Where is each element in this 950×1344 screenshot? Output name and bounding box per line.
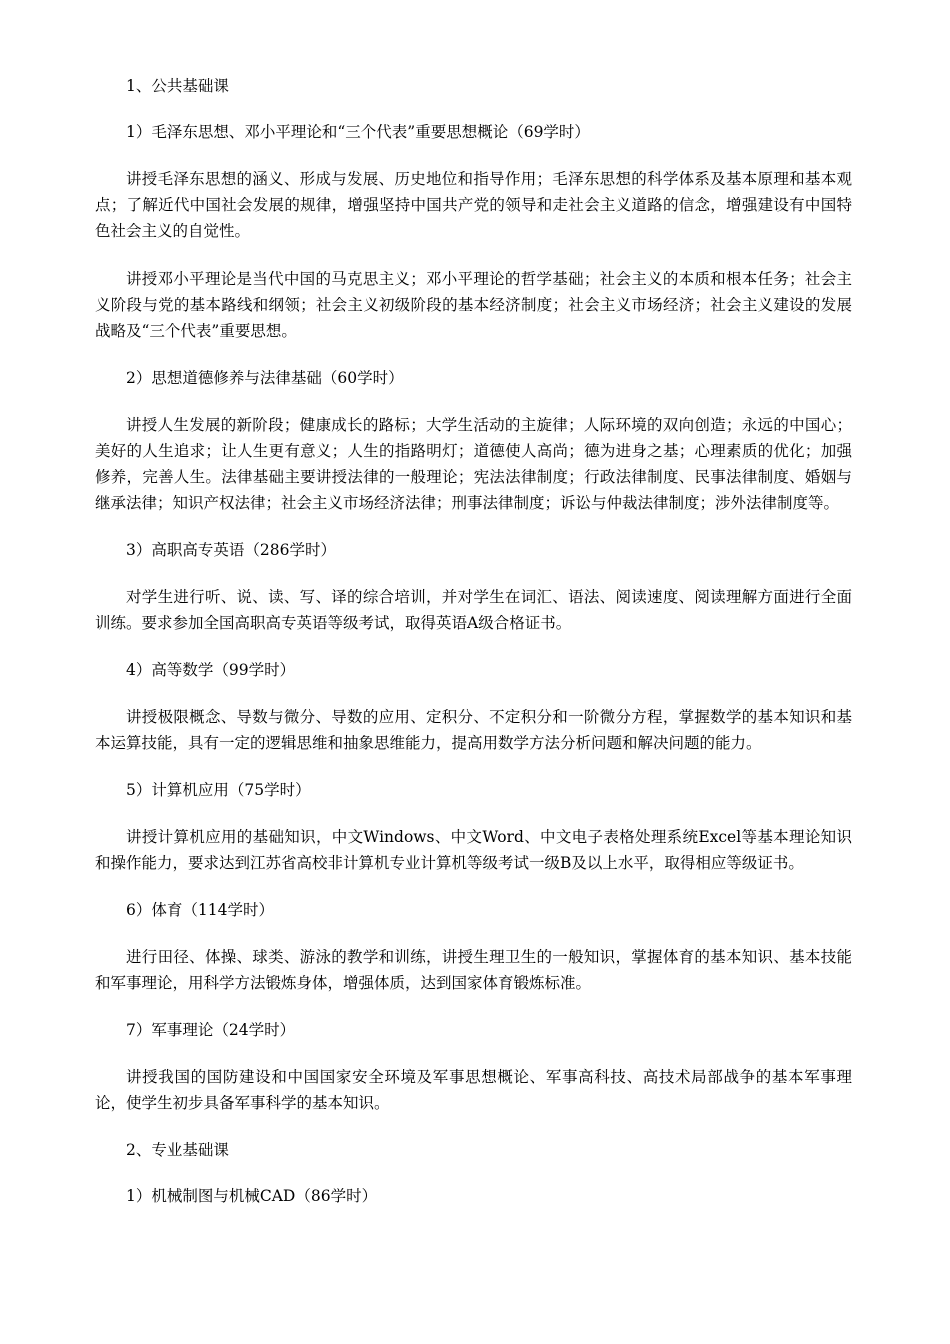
course-title-english: 3）高职高专英语（286学时） (126, 541, 336, 559)
course-desc-mao-thought: 讲授毛泽东思想的涵义、形成与发展、历史地位和指导作用；毛泽东思想的科学体系及基本原理和基本观点；了解近代中国社会发展的规律，增强坚持中国共产党的领导和走社会主义道路的信念，增强建设有中国特色社会主义的自觉性。 (95, 170, 852, 240)
course-desc-math: 讲授极限概念、导数与微分、导数的应用、定积分、不定积分和一阶微分方程，掌握数学的基本知识和基本运算技能，具有一定的逻辑思维和抽象思维能力，提高用数学方法分析问题和解决问题的能力。 (95, 708, 852, 752)
course-title-military: 7）军事理论（24学时） (126, 1021, 296, 1039)
course-desc-military: 讲授我国的国防建设和中国国家安全环境及军事思想概论、军事高科技、高技术局部战争的基本军事理论，使学生初步具备军事科学的基本知识。 (95, 1068, 852, 1112)
course-title-mechanical-drawing: 1）机械制图与机械CAD（86学时） (126, 1187, 378, 1205)
course-title-pe: 6）体育（114学时） (126, 901, 274, 919)
course-desc-english: 对学生进行听、说、读、写、译的综合培训，并对学生在词汇、语法、阅读速度、阅读理解方面进行全面训练。要求参加全国高职高专英语等级考试，取得英语A级合格证书。 (95, 588, 852, 632)
course-desc-deng-theory: 讲授邓小平理论是当代中国的马克思主义；邓小平理论的哲学基础；社会主义的本质和根本任务；社会主义阶段与党的基本路线和纲领；社会主义初级阶段的基本经济制度；社会主义市场经济；社会主义建设的发展战略及“三个代表”重要思想。 (95, 270, 852, 340)
section-heading-public-basic: 1、公共基础课 (126, 77, 229, 95)
section-heading-professional-basic: 2、专业基础课 (126, 1141, 229, 1159)
course-title-mao-deng-theory: 1）毛泽东思想、邓小平理论和“三个代表”重要思想概论（69学时） (126, 123, 590, 141)
course-title-math: 4）高等数学（99学时） (126, 661, 296, 679)
course-desc-pe: 进行田径、体操、球类、游泳的教学和训练，讲授生理卫生的一般知识，掌握体育的基本知识、基本技能和军事理论，用科学方法锻炼身体，增强体质，达到国家体育锻炼标准。 (95, 948, 852, 992)
course-desc-computer: 讲授计算机应用的基础知识，中文Windows、中文Word、中文电子表格处理系统Excel等基本理论知识和操作能力，要求达到江苏省高校非计算机专业计算机等级考试一级B及以上水平，取得相应等级证书。 (95, 828, 852, 872)
course-title-morality-law: 2）思想道德修养与法律基础（60学时） (126, 369, 404, 387)
course-title-computer: 5）计算机应用（75学时） (126, 781, 311, 799)
document-body (95, 74, 852, 1208)
course-desc-morality-law: 讲授人生发展的新阶段；健康成长的路标；大学生活动的主旋律；人际环境的双向创造；永远的中国心；美好的人生追求；让人生更有意义；人生的指路明灯；道德使人高尚；德为进身之基；心理素质的优化；加强修养，完善人生。法律基础主要讲授法律的一般理论；宪法法律制度；行政法律制度、民事法律制度、婚姻与继承法律；知识产权法律；社会主义市场经济法律；刑事法律制度；诉讼与仲裁法律制度；涉外法律制度等。 (95, 416, 852, 512)
